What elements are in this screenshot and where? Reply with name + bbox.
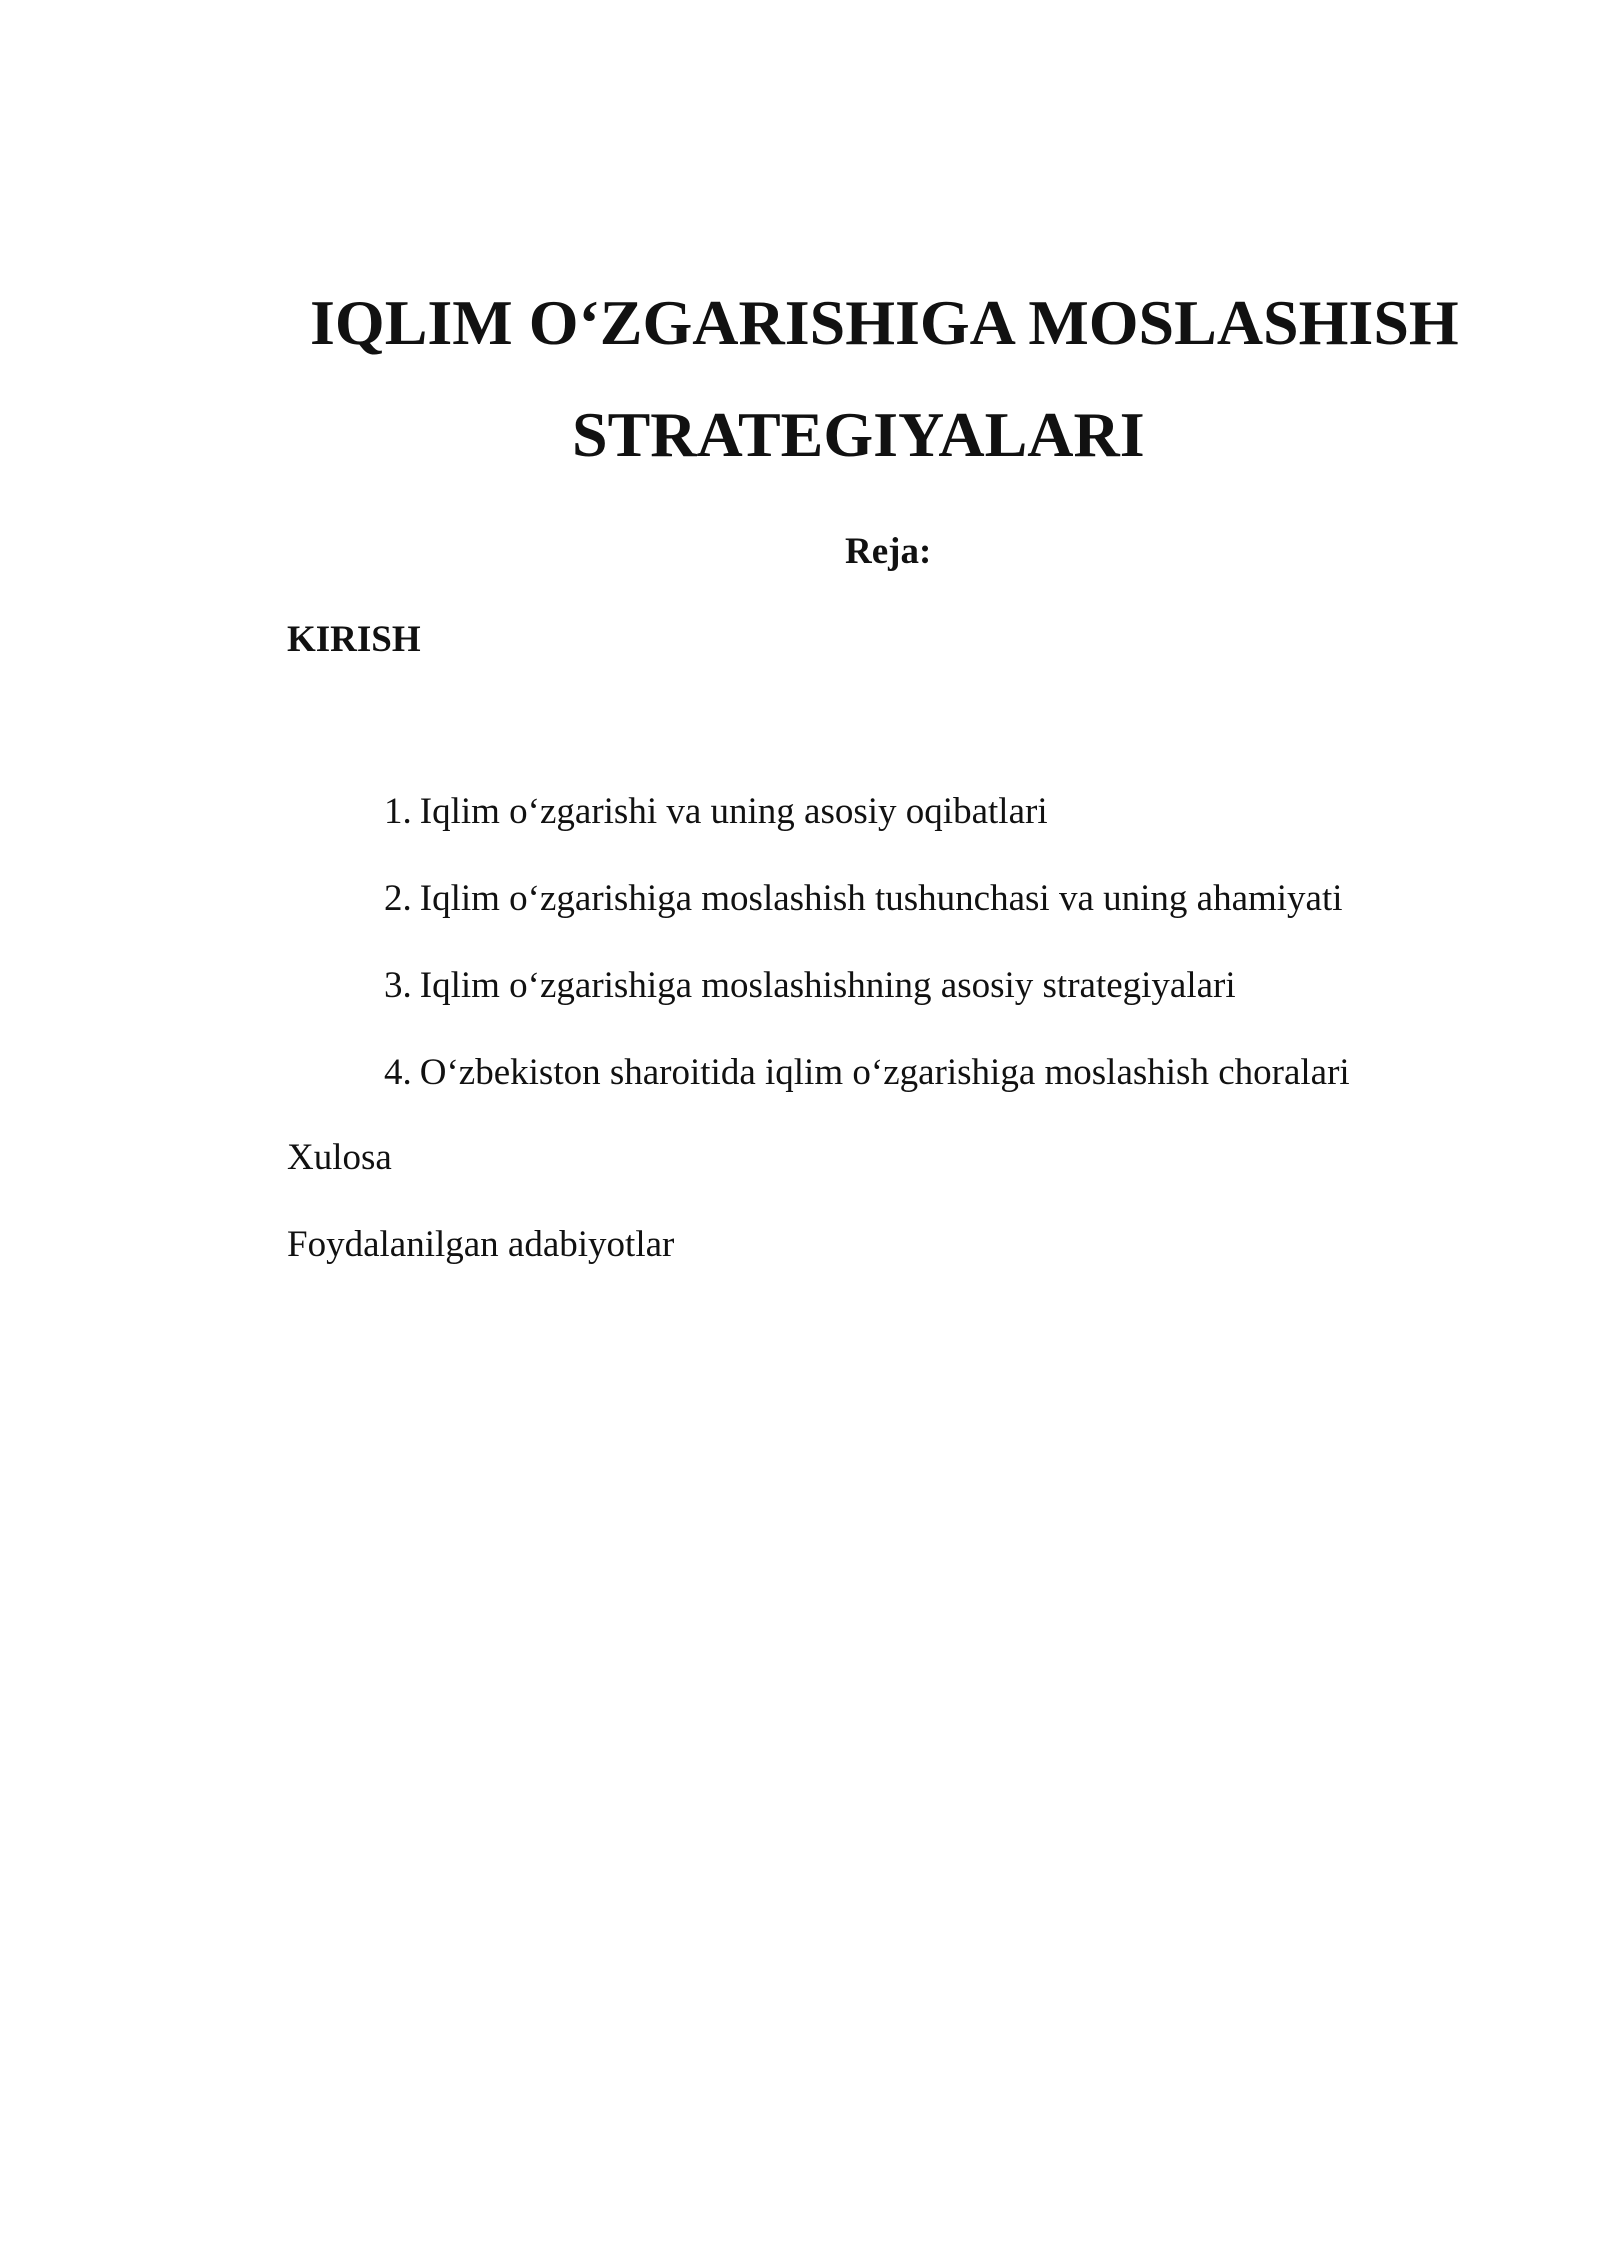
- plan-list: [384, 790, 1350, 1138]
- plan-item-text: Iqlim o‘zgarishiga moslashish tushunchasi va uning ahamiyati: [419, 878, 1343, 919]
- plan-item-3: [384, 964, 1350, 1051]
- plan-heading: Reja:: [845, 531, 932, 572]
- plan-item-number: 3.: [384, 965, 412, 1006]
- plan-item-1: [384, 790, 1350, 877]
- plan-item-text: Iqlim o‘zgarishiga moslashishning asosiy strategiyalari: [419, 965, 1236, 1006]
- references-item: Foydalanilgan adabiyotlar: [287, 1224, 675, 1265]
- conclusion-item: Xulosa: [287, 1137, 392, 1178]
- document-title-line-1: IQLIM O‘ZGARISHIGA MOSLASHISH: [310, 287, 1459, 358]
- intro-heading: KIRISH: [287, 619, 421, 660]
- plan-item-text: O‘zbekiston sharoitida iqlim o‘zgarishiga moslashish choralari: [419, 1052, 1350, 1093]
- plan-item-4: [384, 1051, 1350, 1138]
- plan-item-number: 4.: [384, 1052, 412, 1093]
- plan-item-number: 2.: [384, 878, 412, 919]
- plan-item-text: Iqlim o‘zgarishi va uning asosiy oqibatlari: [419, 791, 1048, 832]
- document-title-line-2: STRATEGIYALARI: [572, 399, 1145, 470]
- plan-item-2: [384, 877, 1350, 964]
- plan-item-number: 1.: [384, 791, 412, 832]
